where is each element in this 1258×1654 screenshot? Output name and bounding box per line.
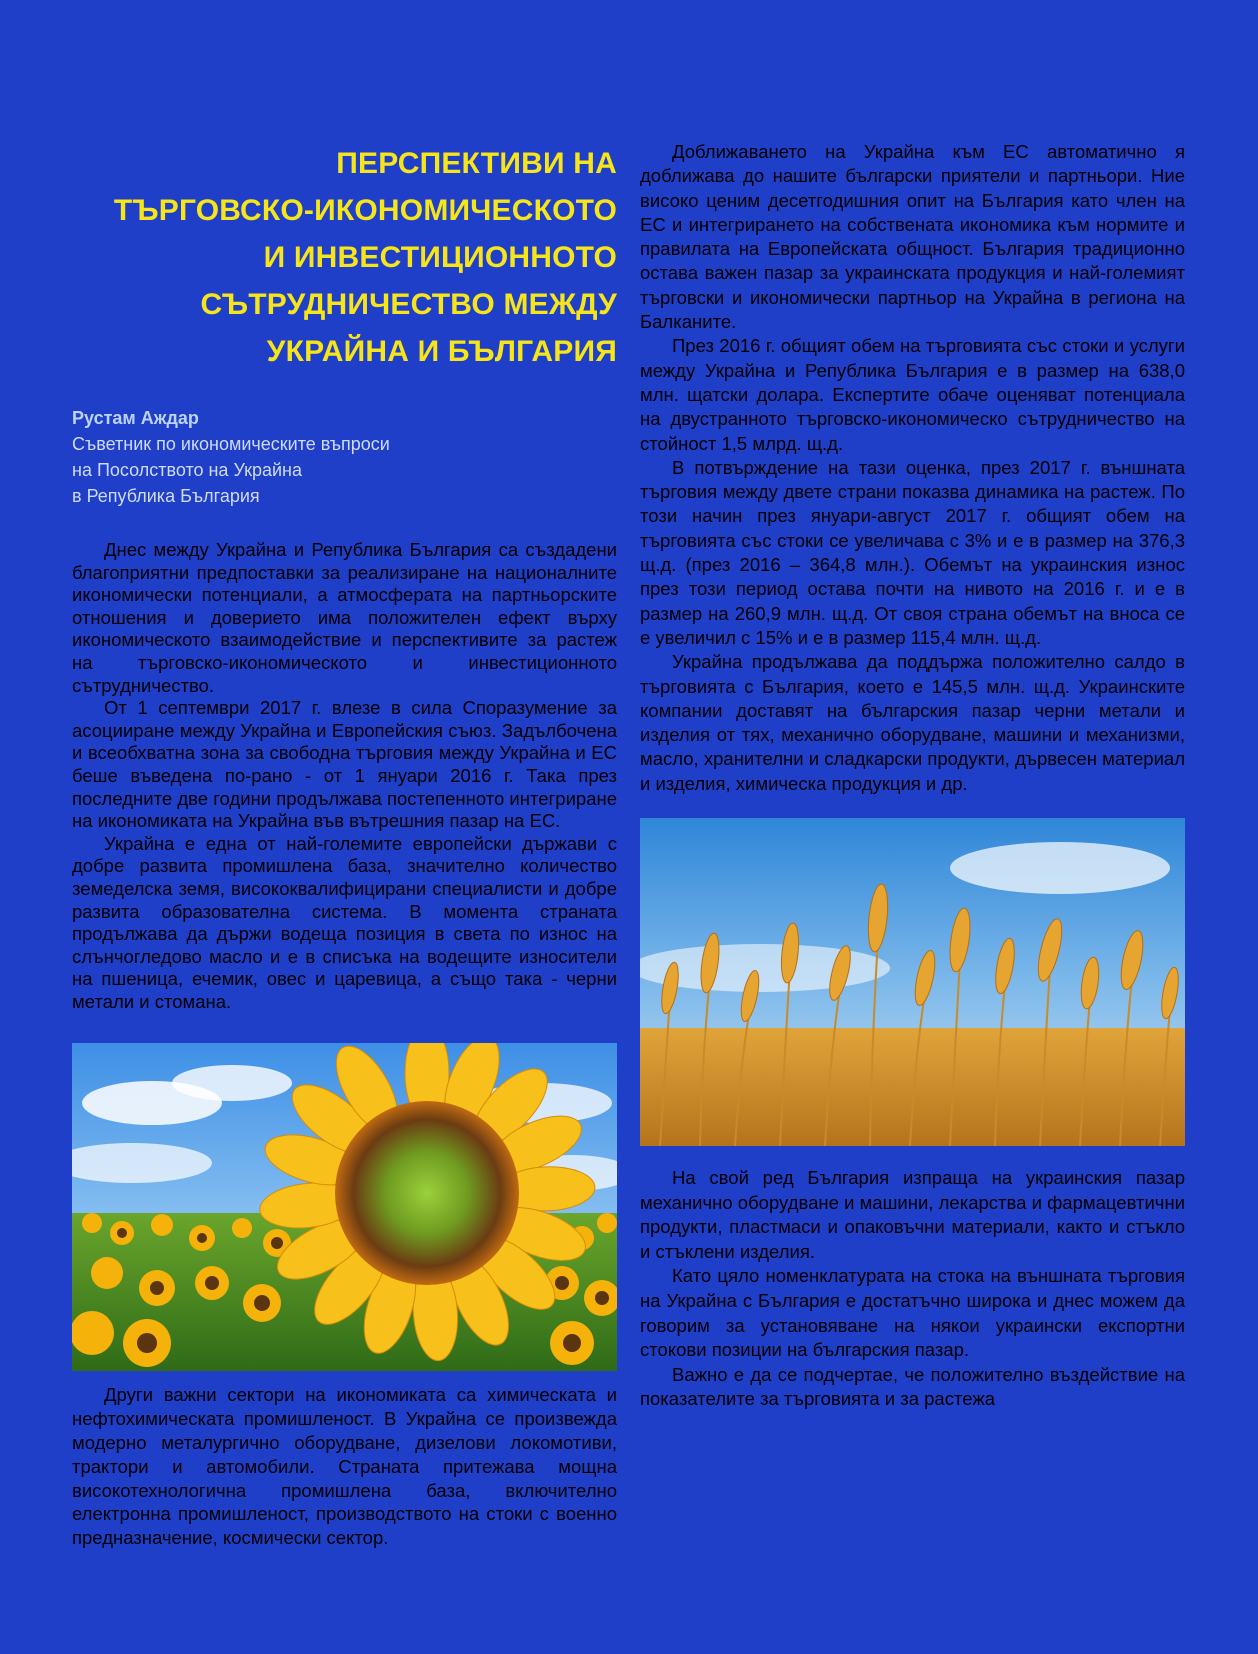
author-block — [72, 405, 617, 509]
paragraph: Важно е да се подчертае, че положително въздействие на показателите за търговията и за растежа — [640, 1363, 1185, 1410]
title-line: СЪТРУДНИЧЕСТВО МЕЖДУ — [200, 288, 617, 321]
author-role-line: на Посолството на Украйна — [72, 460, 302, 480]
paragraph: Днес между Украйна и Република България са създадени благоприятни предпоставки за реализиране на националните икономически потенциали, а атмосферата на партньорските отношения и доверието има положителен ефект върху икономическото взаимодействие и перспективите за растеж на търговско-икономическото и инвестиционното сътрудничество. — [72, 539, 617, 696]
left-body-text — [72, 539, 617, 1013]
right-body-text-after-photo — [640, 1166, 1185, 1412]
title-line: И ИНВЕСТИЦИОННОТО — [263, 241, 617, 274]
left-column — [72, 140, 617, 1550]
paragraph: Украйна продължава да поддържа положително салдо в търговията с България, което е 145,5 млн. щ.д. Украинските компании доставят на българския пазар черни метали и изделия от тях, механично оборудване, машини и механизми, масло, хранителни и сладкарски продукти, дървесен материал и изделия, химическа продукция и др. — [640, 651, 1185, 794]
article-title — [72, 140, 617, 375]
title-line: ТЪРГОВСКО-ИКОНОМИЧЕСКОТО — [113, 194, 617, 227]
title-line: УКРАЙНА И БЪЛГАРИЯ — [266, 335, 617, 368]
paragraph: На свой ред България изпраща на украинския пазар механично оборудване и машини, лекарства и фармацевтични продукти, пластмаси и опаковъчни материали, както и стъкло и стъклени изделия. — [640, 1167, 1185, 1262]
paragraph: Доближаването на Украйна към ЕС автоматично я доближава до нашите български приятели и партньори. Ние високо ценим десетгодишния опит на България като член на ЕС и интегрирането на собствената икономика към нормите и правилата на Европейската общност. България традиционно остава важен пазар за украинската продукция и най-големият търговски и икономически партньор на Украйна в региона на Балканите. — [640, 141, 1185, 333]
right-column — [640, 140, 1185, 1412]
paragraph: Други важни сектори на икономиката са химическата и нефтохимическата промишленост. В Украйна се произвежда модерно металургично оборудване, дизелови локомотиви, трактори и автомобили. Страната притежава мощна високотехнологична промишлена база, включително електронна промишленост, производството на стоки с военно предназначение, космически сектор. — [72, 1384, 617, 1549]
author-name: Рустам Аждар — [72, 408, 199, 428]
right-body-text — [640, 140, 1185, 796]
title-line: ПЕРСПЕКТИВИ НА — [336, 147, 617, 180]
paragraph: От 1 септември 2017 г. влезе в сила Споразумение за асоцииране между Украйна и Европейския съюз. Задълбочена и всеобхватна зона за свободна търговия между Украйна и ЕС беше въведена по-рано - от 1 януари 2016 г. Така през последните две години продължава постепенното интегриране на икономиката на Украйна във вътрешния пазар на ЕС. — [72, 697, 617, 832]
paragraph: През 2016 г. общият обем на търговията със стоки и услуги между Украйна и Република България е в размер на 638,0 млн. щатски долара. Експертите обаче оценяват потенциала на двустранното търговско-икономическо сътрудничество на стойност 1,5 млрд. щ.д. — [640, 335, 1185, 454]
paragraph: Украйна е една от най-големите европейски държави с добре развита промишлена база, значително количество земеделска земя, висококвалифицирани специалисти и добре развита образователна система. В момента страната продължава да държи водеща позиция в света по износ на слънчогледово масло и е в списъка на водещите износители на пшеница, ечемик, овес и царевица, а също така - черни метали и стомана. — [72, 832, 617, 1012]
author-role-line: Съветник по икономическите въпроси — [72, 434, 390, 454]
paragraph: В потвърждение на тази оценка, през 2017 г. външната търговия между двете страни показва динамика на растеж. По този начин през януари-август 2017 г. общият обем на търговията със стоки се увеличава с 3% и е в размер на 376,3 щ.д. (през 2016 – 364,8 млн.). Обемът на украинския износ през този период остава почти на нивото на 2016 г. и е в размер на 260,9 млн. щ.д. От своя страна обемът на вноса се е увеличил с 15% и е в размер 115,4 млн. щ.д. — [640, 456, 1185, 648]
left-body-text-after-photo — [72, 1383, 617, 1550]
wheat-field-photo — [640, 818, 1185, 1146]
sunflower-photo — [72, 1043, 617, 1371]
author-role-line: в Република България — [72, 486, 260, 506]
paragraph: Като цяло номенклатурата на стока на външната търговия на Украйна с България е достатъчно широка и днес можем да говорим за установяване на някои украински експортни стокови позиции на българския пазар. — [640, 1265, 1185, 1361]
